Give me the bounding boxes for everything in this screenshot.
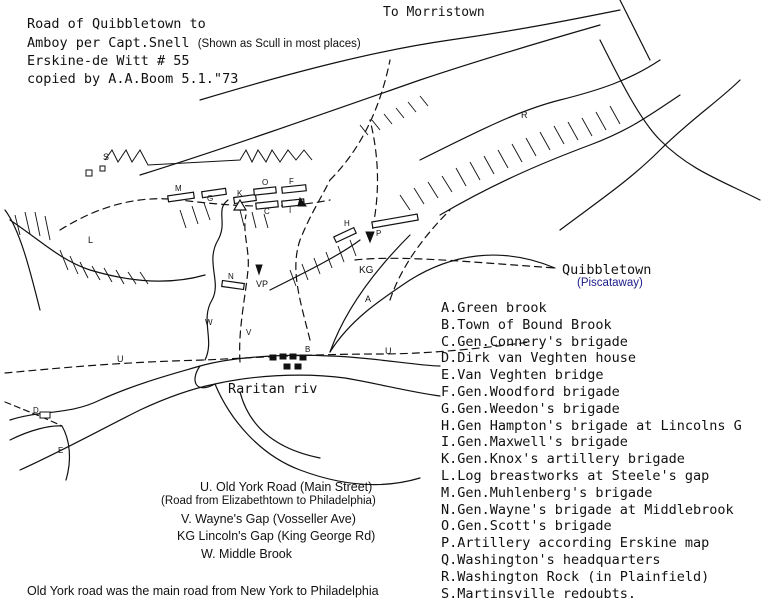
title-line-2	[27, 35, 361, 51]
legend-item: F.Gen.Woodford brigade	[441, 383, 620, 400]
map-letter-p: P	[376, 229, 382, 238]
van-veghten-house	[40, 412, 50, 418]
hachures-north	[360, 96, 428, 135]
ridge-lower	[270, 240, 360, 290]
map-letter-a: A	[365, 294, 372, 304]
brigade-o-bar	[254, 187, 277, 195]
hachures-east	[400, 106, 620, 210]
vp-artillery-marker	[256, 265, 262, 274]
map-letter-o: O	[262, 178, 269, 187]
map-letter-u-west: U	[117, 354, 124, 364]
title-line-2-note: (Shown as Scull in most places)	[197, 38, 361, 50]
map-letter-w: W	[205, 318, 213, 327]
map-letter-d: D	[33, 406, 39, 415]
far-east	[600, 40, 760, 200]
map-letter-g: G	[207, 194, 214, 203]
ridge-east-3	[560, 80, 740, 230]
legend-item: Q.Washington's headquarters	[441, 551, 661, 568]
key-w: W. Middle Brook	[201, 547, 293, 561]
river-inner	[240, 392, 320, 458]
brigade-h-bar-2	[372, 214, 418, 228]
legend-item: G.Gen.Weedon's brigade	[441, 400, 620, 417]
quibbletown-label: Quibbletown	[562, 262, 652, 278]
middle-brook	[205, 200, 228, 360]
raritan-river-north-bank	[10, 355, 440, 420]
map-letter-f: F	[289, 177, 294, 186]
legend	[441, 300, 742, 602]
far-east-stream	[620, 0, 650, 60]
map-letter-v: V	[246, 328, 252, 337]
legend-item: N.Gen.Wayne's brigade at Middlebrook	[441, 501, 734, 518]
legend-item: H.Gen Hampton's brigade at Lincolns G	[441, 417, 742, 434]
ridge-north	[197, 10, 620, 100]
map-letter-kg: KG	[359, 265, 374, 276]
map-letter-h: H	[344, 219, 350, 228]
key-u-line-1: U. Old York Road (Main Street)	[200, 480, 373, 494]
raritan-label: Raritan riv	[228, 381, 318, 397]
left-lobe	[10, 220, 205, 281]
key-v: V. Wayne's Gap (Vosseller Ave)	[181, 512, 356, 526]
legend-item: A.Green brook	[441, 300, 547, 316]
legend-item: O.Gen.Scott's brigade	[441, 518, 612, 535]
legend-item: D.Dirk van Veghten house	[441, 350, 637, 367]
map-letter-r: R	[521, 110, 528, 120]
left-edge	[5, 210, 40, 310]
legend-item: C.Gen.Connery's brigade	[441, 333, 628, 350]
legend-item: B.Town of Bound Brook	[441, 316, 612, 333]
brigade-m-bar	[168, 192, 195, 202]
ridge-east-1	[420, 60, 660, 160]
map-letter-l: L	[88, 235, 94, 245]
ridge-east-2	[440, 95, 680, 215]
brigade-h-bar-1	[334, 228, 356, 243]
legend-item: P.Artillery according Erskine map	[441, 535, 710, 552]
map-letter-b: B	[305, 345, 311, 354]
legend-item: I.Gen.Maxwell's brigade	[441, 434, 628, 451]
map-letter-c: C	[264, 207, 270, 216]
legend-item: E.Van Veghten bridge	[441, 367, 604, 384]
legend-item: S.Martinsville redoubts.	[441, 585, 637, 602]
morristown-label: To Morristown	[383, 5, 485, 20]
legend-item: L.Log breastworks at Steele's gap	[441, 467, 710, 484]
footer-note: Old York road was the main road from New York to Philadelphia	[27, 584, 379, 598]
road-to-morristown	[330, 60, 390, 180]
key-u-line-2: (Road from Elizabethtown to Philadelphia)	[161, 495, 376, 507]
key-kg: KG Lincoln's Gap (King George Rd)	[177, 529, 376, 543]
map-letter-s: S	[103, 152, 110, 162]
map-letter-i: I	[289, 206, 292, 215]
map-letter-m: M	[175, 184, 182, 193]
map-letter-n: N	[228, 272, 234, 281]
redoubt-s	[86, 166, 105, 176]
river-loop-south	[215, 384, 420, 485]
map-letter-e: E	[58, 446, 64, 455]
map-letter-u-east: U	[385, 346, 392, 356]
legend-item: K.Gen.Knox's artillery brigade	[441, 451, 685, 468]
title-line-2-main: Amboy per Capt.Snell	[27, 35, 190, 51]
brigade-f-bar	[282, 185, 306, 193]
hachures-west	[15, 212, 148, 284]
legend-item: M.Gen.Muhlenberg's brigade	[441, 484, 653, 501]
title-line-4: copied by A.A.Boom 5.1."73	[27, 71, 239, 87]
map-letter-k: K	[237, 189, 243, 198]
title-line-3: Erskine-de Witt # 55	[27, 53, 190, 69]
legend-item: R.Washington Rock (in Plainfield)	[441, 568, 710, 585]
title-line-1: Road of Quibbletown to	[27, 16, 206, 32]
map-letter-vp: VP	[256, 279, 269, 289]
brigade-n-bar	[222, 280, 245, 289]
p-artillery-marker	[366, 232, 374, 242]
piscataway-label: (Piscataway)	[577, 277, 643, 289]
brigade-g-bar	[202, 188, 227, 197]
